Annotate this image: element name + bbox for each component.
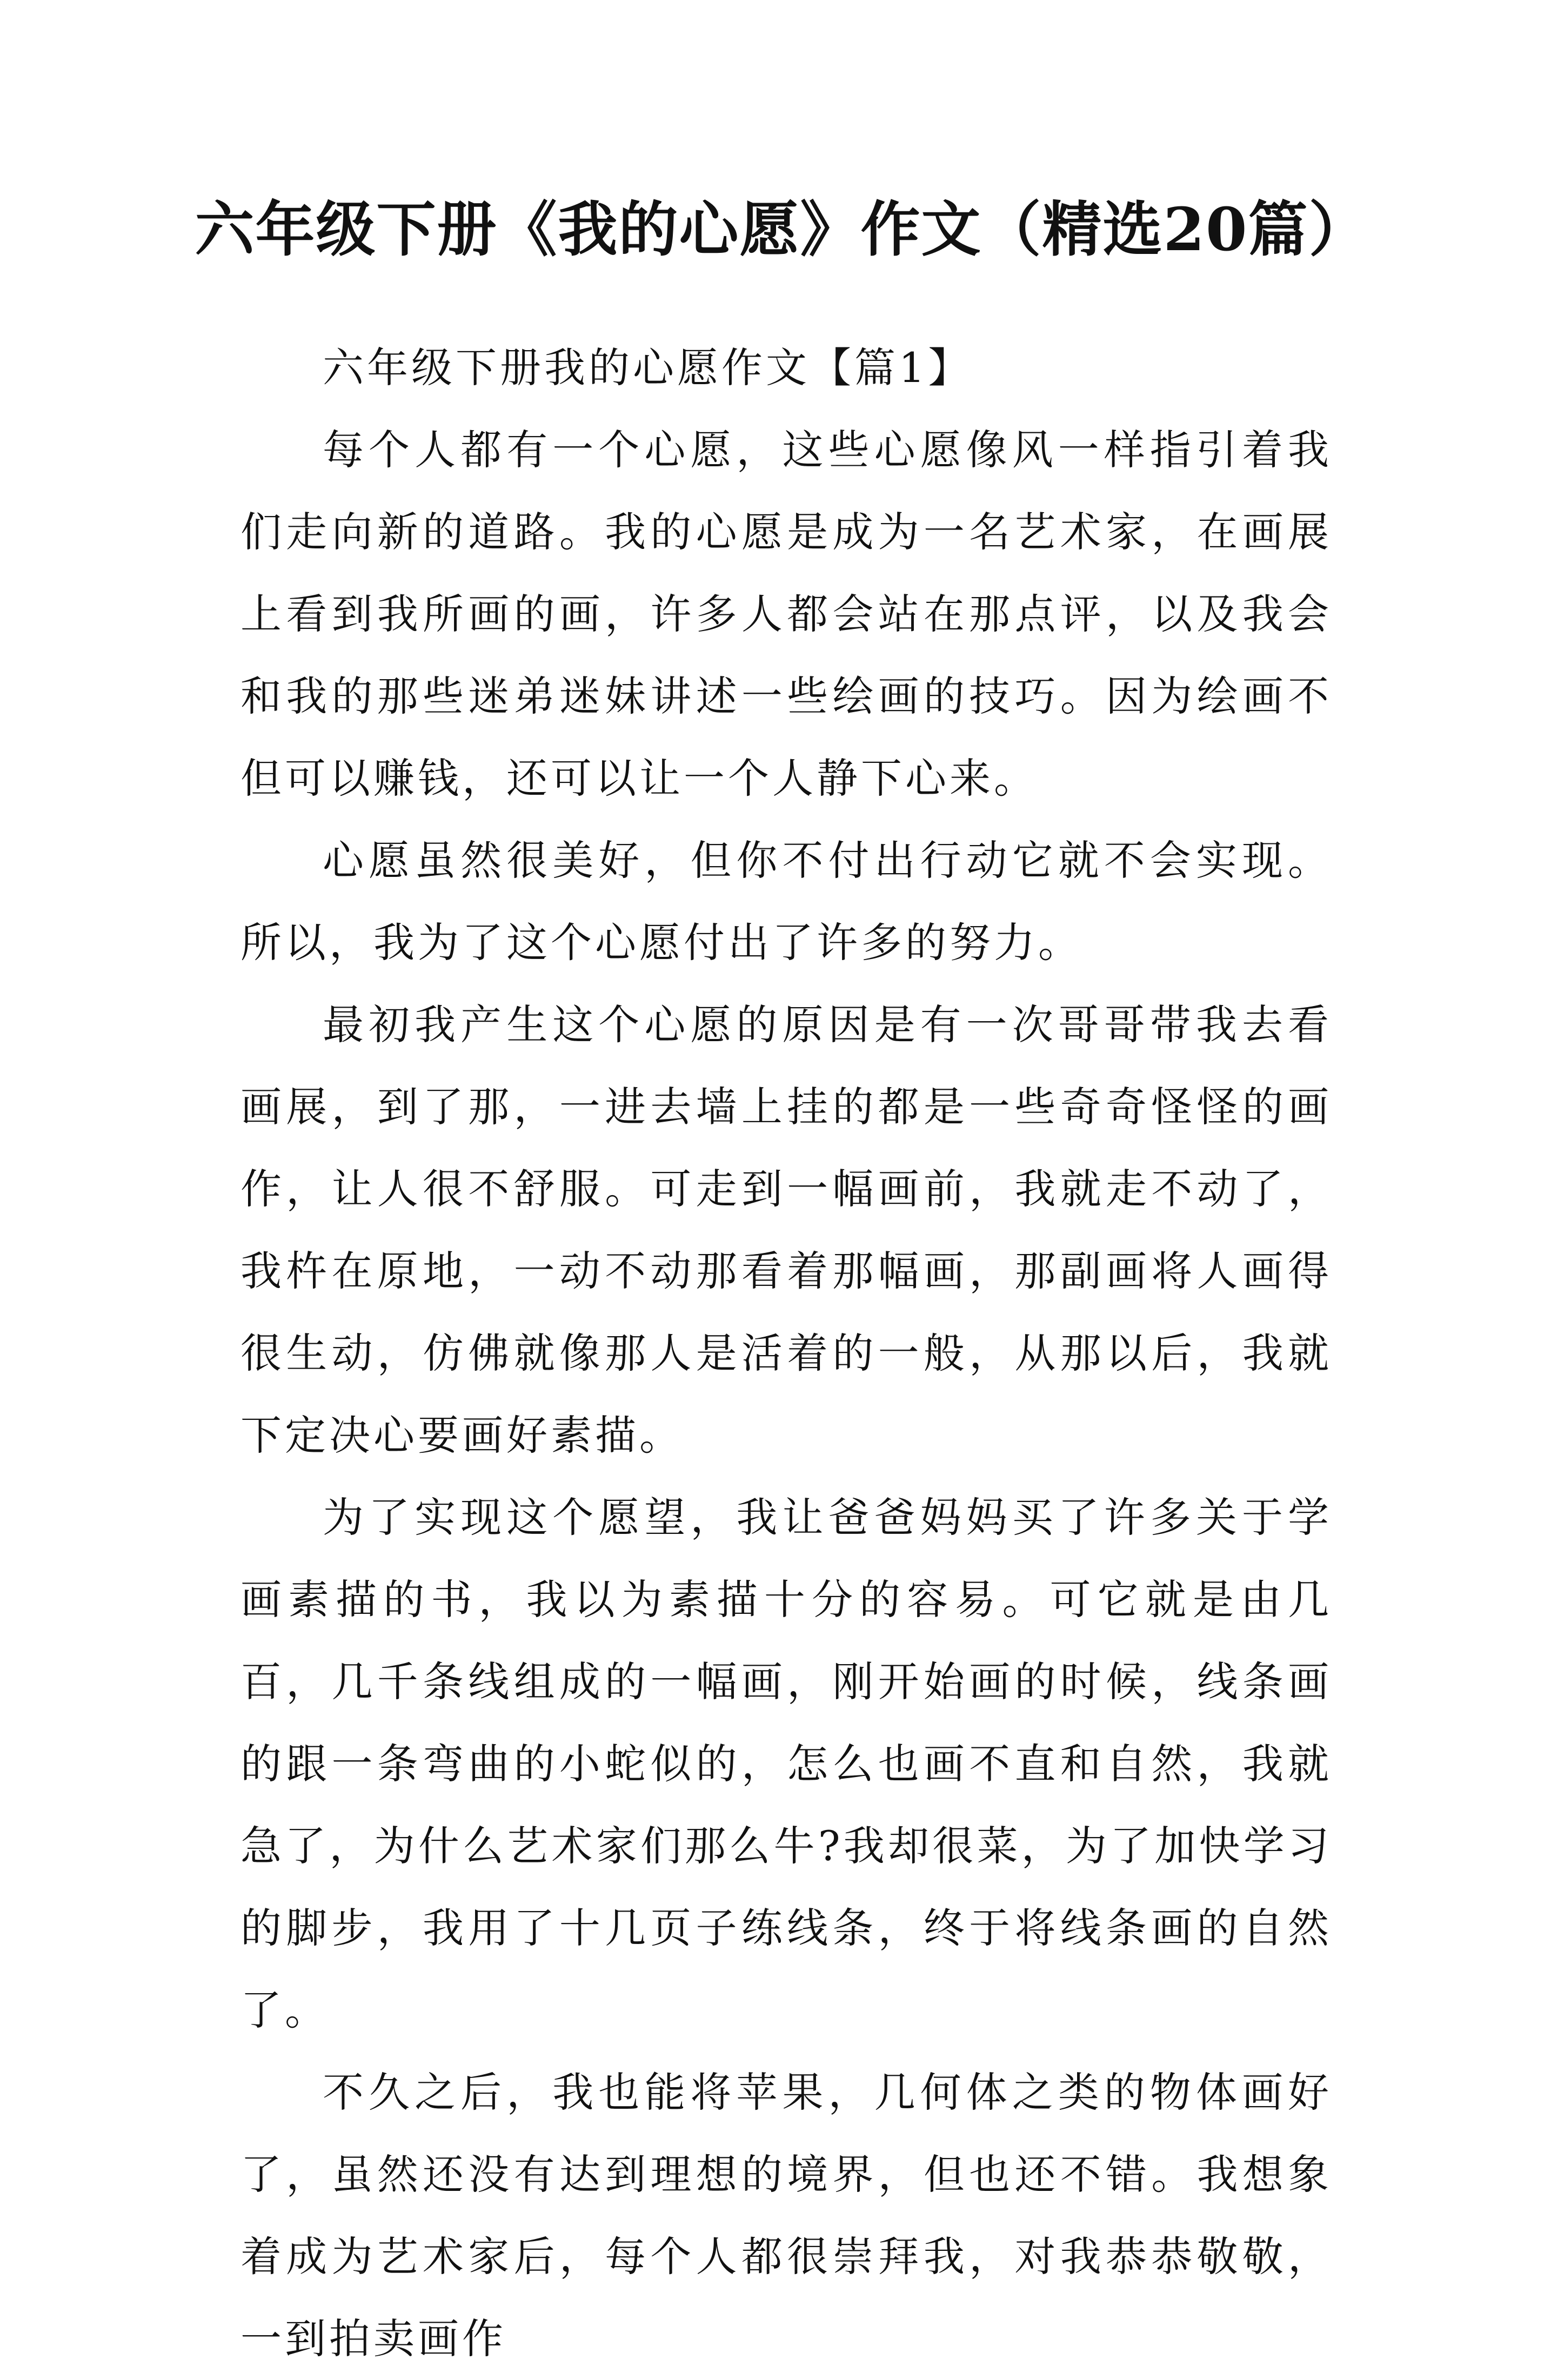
document-title: 六年级下册《我的心愿》作文（精选20篇） (195, 195, 1369, 264)
paragraph: 心愿虽然很美好，但你不付出行动它就不会实现。所以，我为了这个心愿付出了许多的努力。 (240, 836, 1332, 967)
paragraph: 为了实现这个愿望，我让爸爸妈妈买了许多关于学画素描的书，我以为素描十分的容易。可它就是由几百，几千条线组成的一幅画，刚开始画的时候，线条画的跟一条弯曲的小蛇似的，怎么也画不直和自然，我就急了，为什么艺术家们那么牛?我却很菜，为了加快学习的脚步，我用了十几页子练线条，终于将线条画的自然了。 (240, 1493, 1332, 2034)
document-body (240, 327, 1332, 2380)
paragraph: 每个人都有一个心愿，这些心愿像风一样指引着我们走向新的道路。我的心愿是成为一名艺术家，在画展上看到我所画的画，许多人都会站在那点评，以及我会和我的那些迷弟迷妹讲述一些绘画的技巧。因为绘画不但可以赚钱，还可以让一个人静下心来。 (240, 426, 1332, 802)
paragraph: 最初我产生这个心愿的原因是有一次哥哥带我去看画展，到了那，一进去墙上挂的都是一些奇奇怪怪的画作，让人很不舒服。可走到一幅画前，我就走不动了，我杵在原地，一动不动那看着那幅画，那副画将人画得很生动，仿佛就像那人是活着的一般，从那以后，我就下定决心要画好素描。 (240, 1001, 1332, 1459)
paragraph: 不久之后，我也能将苹果，几何体之类的物体画好了，虽然还没有达到理想的境界，但也还不错。我想象着成为艺术家后，每个人都很崇拜我，对我恭恭敬敬，一到拍卖画作 (240, 2068, 1332, 2363)
section-heading: 六年级下册我的心愿作文【篇1】 (323, 344, 973, 392)
